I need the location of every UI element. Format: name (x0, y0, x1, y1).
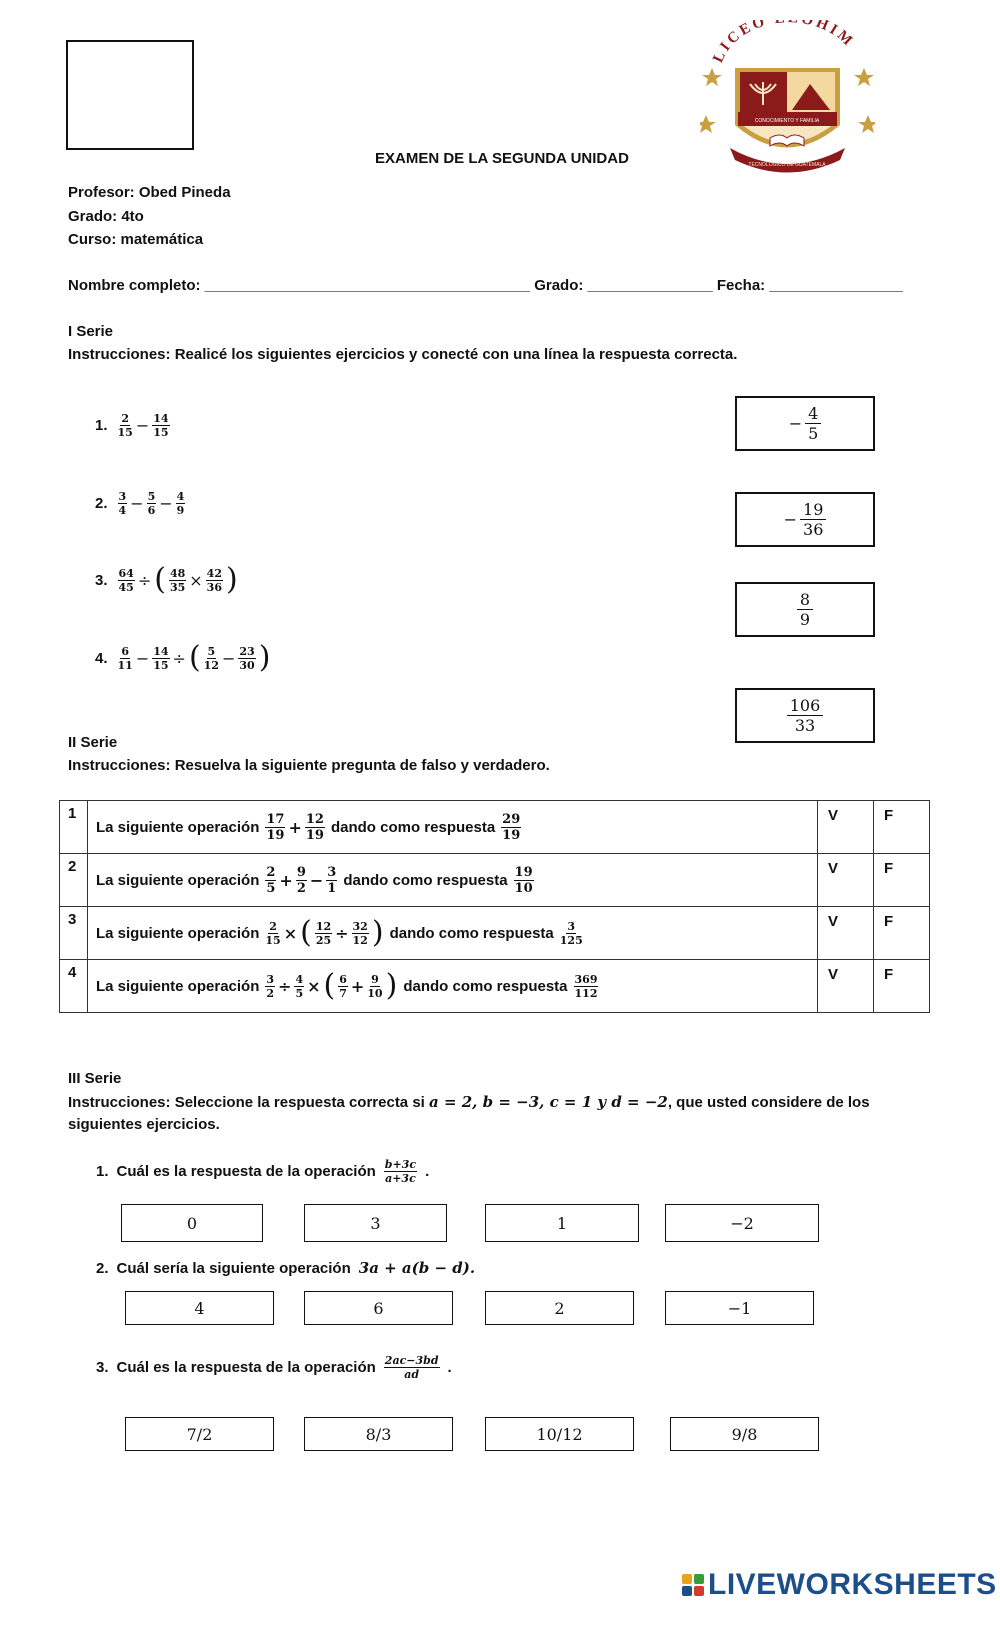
fraction: $\frac{14}{15}$ (153, 644, 169, 672)
question-2: 2. Cuál sería la siguiente operación 3a + a(b − d). (96, 1259, 476, 1277)
answer-box[interactable]: 106 33 (735, 688, 875, 743)
option-box[interactable]: −2 (665, 1204, 819, 1242)
option-box[interactable]: 9/8 (670, 1417, 819, 1451)
fraction: 6 11 (117, 644, 133, 672)
table-row: 4 La siguiente operación $\frac{3}{2}$ ÷ $\frac{4}{5}$ × ( 6 7 + $\frac{9}{10}$ ) dando como respuesta 369 112 V F (60, 960, 930, 1013)
exercise-number: 4. (95, 649, 108, 667)
answer-box[interactable]: 8 9 (735, 582, 875, 637)
serie2-title: II Serie (68, 734, 118, 751)
table-row: 1 La siguiente operación 17 19 + $\frac{12}{19}$ dando como respuesta 29 19 V F (60, 801, 930, 854)
true-false-table (59, 800, 930, 1013)
svg-text:LICEO ELOHIM: LICEO OHIM (710, 20, 858, 66)
exercise-number: 1. (95, 417, 108, 434)
liveworksheets-brand: LIVEWORKSHEETS (682, 1568, 997, 1602)
option-box[interactable]: 6 (304, 1291, 453, 1325)
brand-grid-icon (682, 1574, 704, 1596)
question-3: 3. Cuál es la respuesta de la operación 2ac−3bd ad . (96, 1354, 452, 1381)
fraction: 5 12 (203, 644, 219, 672)
option-box[interactable]: 0 (121, 1204, 263, 1242)
fraction: 2 15 (117, 412, 133, 439)
exercise-3: 3. $\frac{64}{45}$ ÷ ( $\frac{48}{35}$ × $\frac{42}{36}$ ) (95, 562, 238, 597)
question-1: 1. Cuál es la respuesta de la operación b+3c a+3c . (96, 1158, 430, 1185)
fraction: $\frac{4}{9}$ (176, 490, 185, 517)
school-logo (700, 20, 875, 180)
true-option[interactable]: V (818, 854, 874, 907)
option-box[interactable]: −1 (665, 1291, 814, 1325)
false-option[interactable]: F (874, 801, 930, 854)
true-option[interactable]: V (818, 907, 874, 960)
option-box[interactable]: 1 (485, 1204, 639, 1242)
option-box[interactable]: 7/2 (125, 1417, 274, 1451)
option-box[interactable]: 10/12 (485, 1417, 634, 1451)
exam-title: EXAMEN DE LA SEGUNDA UNIDAD (375, 150, 629, 167)
serie3-title: III Serie (68, 1070, 122, 1087)
serie1-instructions: Instrucciones: Realicé los siguientes ejercicios y conecté con una línea la respuesta correcta. (68, 346, 738, 363)
option-box[interactable]: 2 (485, 1291, 634, 1325)
false-option[interactable]: F (874, 907, 930, 960)
teacher-line: Profesor: Obed Pineda (68, 184, 231, 201)
fraction: $\frac{23}{30}$ (239, 644, 255, 672)
exercise-2: 2. 3 4 − $\frac{5}{6}$ − $\frac{4}{9}$ (95, 490, 185, 517)
false-option[interactable]: F (874, 960, 930, 1013)
answer-box[interactable]: − $\frac{19}{36}$ (735, 492, 875, 547)
grade-line: Grado: 4to (68, 208, 144, 225)
svg-text:CONOCIMIENTO Y FAMILIA: CONOCIMIENTO Y FAMILIA (754, 118, 820, 124)
fraction: $\frac{48}{35}$ (169, 566, 186, 594)
table-row: 3 La siguiente operación $\frac{2}{15}$ × ( $\frac{12}{25}$ ÷ $\frac{32}{12}$ ) dando como respuesta 3 125 V F (60, 907, 930, 960)
serie1-title: I Serie (68, 323, 114, 340)
exercise-number: 2. (95, 495, 108, 512)
fraction: 3 4 (118, 490, 127, 517)
serie3-instructions: Instrucciones: Seleccione la respuesta correcta si a = 2, b = −3, c = 1 y d = −2, que usted considere de los (68, 1093, 870, 1111)
exercise-4: 4. 6 11 − $\frac{14}{15}$ ÷ ( 5 12 − $\frac{23}{30}$ ) (95, 640, 271, 675)
option-box[interactable]: 3 (304, 1204, 447, 1242)
photo-box (66, 40, 194, 150)
svg-text:TECNOLÓGICO DE GUATEMALA: TECNOLÓGICO DE GUATEMALA (748, 162, 826, 168)
fraction: $\frac{14}{15}$ (153, 412, 169, 439)
student-info-line[interactable]: Nombre completo: _______________________________________ Grado: _______________ Fecha: ________________ (68, 277, 903, 294)
true-option[interactable]: V (818, 801, 874, 854)
serie2-instructions: Instrucciones: Resuelva la siguiente pregunta de falso y verdadero. (68, 757, 550, 774)
fraction: $\frac{42}{36}$ (206, 566, 222, 594)
exercise-1: 1. 2 15 − $\frac{14}{15}$ (95, 412, 169, 439)
answer-box[interactable]: − $\frac{4}{5}$ (735, 396, 875, 451)
option-box[interactable]: 8/3 (304, 1417, 453, 1451)
table-row: 2 La siguiente operación 2 5 + $\frac{9}{2}$ − $\frac{3}{1}$ dando como respuesta 19 10 V F (60, 854, 930, 907)
option-box[interactable]: 4 (125, 1291, 274, 1325)
fraction: $\frac{5}{6}$ (147, 490, 156, 517)
serie3-instructions-cont: siguientes ejercicios. (68, 1116, 220, 1133)
course-line: Curso: matemática (68, 231, 204, 248)
false-option[interactable]: F (874, 854, 930, 907)
true-option[interactable]: V (818, 960, 874, 1013)
exercise-number: 3. (95, 571, 108, 589)
fraction: $\frac{64}{45}$ (118, 566, 134, 594)
